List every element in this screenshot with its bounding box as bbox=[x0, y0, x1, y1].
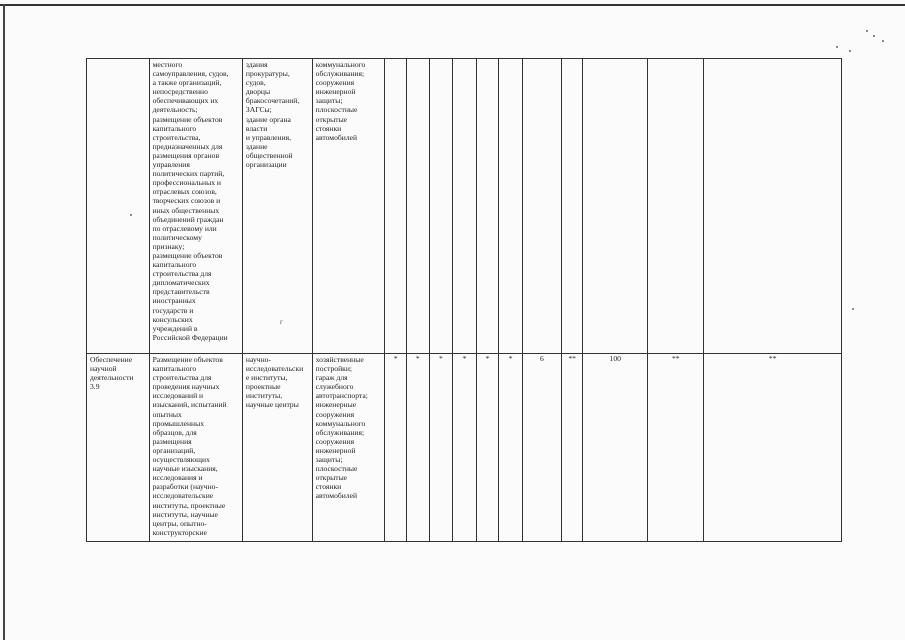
parameter-cell bbox=[648, 59, 704, 354]
stray-mark: г bbox=[280, 318, 283, 326]
scan-speck bbox=[866, 30, 868, 32]
use-description-cell: Размещение объектов капитального строительства для проведения научных исследований и изысканий, испытаний опытных промышленных образцов, для размещения организаций, осуществляющих научные изыскания, исследования и разработки (научно- исследовательские институты, проектные институты, научные центры, опытно- конструкторские bbox=[149, 354, 242, 542]
use-name-cell bbox=[87, 59, 150, 354]
table-row bbox=[87, 59, 842, 354]
permitted-objects-cell: здания прокуратуры, судов, дворцы бракосочетаний, ЗАГСы; здание органа власти и управления, здание общественной организации bbox=[242, 59, 312, 354]
parameter-cell bbox=[561, 59, 583, 354]
use-name-cell: Обеспечение научной деятельности 3.9 bbox=[87, 354, 150, 542]
parameter-cell bbox=[429, 59, 453, 354]
parameter-cell bbox=[476, 59, 499, 354]
parameter-cell: * bbox=[476, 354, 499, 542]
scan-speck bbox=[849, 50, 851, 52]
permitted-objects-cell: научно- исследовательски е институты, проектные институты, научные центры bbox=[242, 354, 312, 542]
parameter-cell bbox=[704, 59, 842, 354]
zoning-table bbox=[86, 58, 842, 542]
parameter-cell: ** bbox=[648, 354, 704, 542]
auxiliary-objects-cell: хозяйственные постройки; гараж для служебного автотранспорта; инженерные сооружения коммунального обслуживания; сооружения инженерной защиты; плоскостные открытые стоянки автомобилей bbox=[312, 354, 385, 542]
parameter-cell bbox=[522, 59, 561, 354]
parameter-cell bbox=[385, 59, 407, 354]
parameter-cell: * bbox=[453, 354, 477, 542]
parameter-cell bbox=[499, 59, 523, 354]
scan-top-edge bbox=[0, 4, 905, 6]
parameter-cell: ** bbox=[561, 354, 583, 542]
parameter-cell: 6 bbox=[522, 354, 561, 542]
parameter-cell: * bbox=[407, 354, 430, 542]
parameter-cell: * bbox=[385, 354, 407, 542]
parameter-cell: 100 bbox=[583, 354, 648, 542]
scan-speck bbox=[130, 214, 132, 216]
scan-speck bbox=[873, 35, 875, 37]
parameter-cell bbox=[453, 59, 477, 354]
parameter-cell: * bbox=[499, 354, 523, 542]
use-description-cell: местного самоуправления, судов, а также организаций, непосредственно обеспечивающих их деятельность; размещение объектов капитального строительства, предназначенных для размещения органов управления политических партий, профессиональных и отраслевых союзов, творческих союзов и иных общественных объединений граждан по отраслевому или политическому признаку; размещение объектов капитального строительства для дипломатических представительств иностранных государств и консульских учреждений в Российской Федерации bbox=[149, 59, 242, 354]
scan-speck bbox=[852, 308, 854, 310]
scan-speck bbox=[882, 40, 884, 42]
scan-left-edge bbox=[3, 4, 5, 640]
auxiliary-objects-cell: коммунального обслуживания; сооружения инженерной защиты; плоскостные открытые стоянки автомобилей bbox=[312, 59, 385, 354]
parameter-cell: * bbox=[429, 354, 453, 542]
parameter-cell bbox=[407, 59, 430, 354]
scan-speck bbox=[836, 46, 838, 48]
table-row bbox=[87, 354, 842, 542]
parameter-cell: ** bbox=[704, 354, 842, 542]
parameter-cell bbox=[583, 59, 648, 354]
